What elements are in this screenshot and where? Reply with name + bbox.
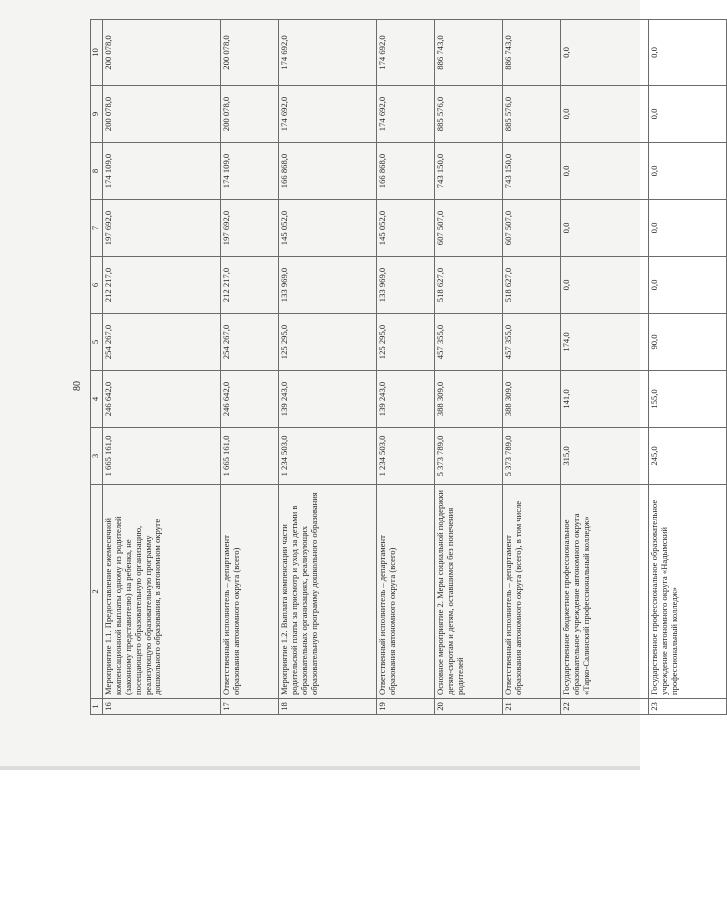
page-number: 80	[72, 381, 83, 391]
column-header: 2	[91, 485, 103, 699]
row-name: Мероприятие 1.1. Предоставление ежемесячной компенсационной выплаты одному из родителей (законному представителю) на ребенка, не посещающего образовательную организацию, реализующую образовательную программу дошкольного образования, в автономном округе	[103, 485, 221, 699]
cell-value: 174 109,0	[103, 143, 221, 200]
cell-value: 90,0	[649, 314, 727, 371]
column-header: 4	[91, 371, 103, 428]
column-header: 5	[91, 314, 103, 371]
table-row	[377, 20, 435, 715]
row-number: 16	[103, 699, 221, 715]
cell-value: 200 078,0	[221, 86, 279, 143]
cell-value: 200 078,0	[103, 20, 221, 86]
rotated-table-area	[90, 20, 679, 715]
scan-edge	[0, 766, 640, 770]
cell-value: 5 373 789,0	[503, 428, 561, 485]
cell-value: 885 576,0	[503, 86, 561, 143]
cell-value: 139 243,0	[279, 371, 377, 428]
table-row	[435, 20, 503, 715]
cell-value: 197 692,0	[221, 200, 279, 257]
cell-value: 174 692,0	[279, 86, 377, 143]
cell-value: 1 234 503,0	[279, 428, 377, 485]
row-number: 20	[435, 699, 503, 715]
cell-value: 518 627,0	[503, 257, 561, 314]
cell-value: 0,0	[649, 143, 727, 200]
cell-value: 0,0	[649, 86, 727, 143]
cell-value: 212 217,0	[103, 257, 221, 314]
cell-value: 743 150,0	[435, 143, 503, 200]
row-number: 19	[377, 699, 435, 715]
cell-value: 125 295,0	[279, 314, 377, 371]
row-name: Мероприятие 1.2. Выплата компенсации части родительской платы за присмотр и уход за детьми в образовательных организациях, реализующих образовательную программу дошкольного образования	[279, 485, 377, 699]
cell-value: 315,0	[561, 428, 649, 485]
cell-value: 0,0	[561, 20, 649, 86]
cell-value: 212 217,0	[221, 257, 279, 314]
row-number: 17	[221, 699, 279, 715]
row-name: Государственное бюджетное профессиональное образовательное учреждение автономного округа «Тарко-Салинский профессиональный колледж»	[561, 485, 649, 699]
cell-value: 155,0	[649, 371, 727, 428]
cell-value: 457 355,0	[435, 314, 503, 371]
column-header: 7	[91, 200, 103, 257]
cell-value: 200 078,0	[103, 86, 221, 143]
cell-value: 166 868,0	[279, 143, 377, 200]
row-number: 21	[503, 699, 561, 715]
cell-value: 174 692,0	[377, 20, 435, 86]
table-row	[561, 20, 649, 715]
cell-value: 0,0	[561, 200, 649, 257]
cell-value: 133 969,0	[377, 257, 435, 314]
row-name: Основное мероприятие 2. Меры социальной поддержки детям-сиротам и детям, оставшимся без попечения родителей	[435, 485, 503, 699]
table-row	[221, 20, 279, 715]
cell-value: 0,0	[561, 257, 649, 314]
cell-value: 174 109,0	[221, 143, 279, 200]
cell-value: 886 743,0	[503, 20, 561, 86]
cell-value: 254 267,0	[103, 314, 221, 371]
cell-value: 197 692,0	[103, 200, 221, 257]
column-header: 6	[91, 257, 103, 314]
cell-value: 1 234 503,0	[377, 428, 435, 485]
cell-value: 245,0	[649, 428, 727, 485]
cell-value: 0,0	[649, 257, 727, 314]
table-row	[279, 20, 377, 715]
column-header: 1	[91, 699, 103, 715]
cell-value: 174 692,0	[279, 20, 377, 86]
cell-value: 246 642,0	[103, 371, 221, 428]
cell-value: 246 642,0	[221, 371, 279, 428]
cell-value: 885 576,0	[435, 86, 503, 143]
cell-value: 5 373 789,0	[435, 428, 503, 485]
row-number: 23	[649, 699, 727, 715]
row-name: Ответственный исполнитель – департамент образования автономного округа (всего)	[377, 485, 435, 699]
cell-value: 145 052,0	[279, 200, 377, 257]
cell-value: 607 507,0	[435, 200, 503, 257]
cell-value: 518 627,0	[435, 257, 503, 314]
cell-value: 0,0	[561, 143, 649, 200]
row-name: Ответственный исполнитель – департамент образования автономного округа (всего), в том числе	[503, 485, 561, 699]
cell-value: 141,0	[561, 371, 649, 428]
cell-value: 607 507,0	[503, 200, 561, 257]
cell-value: 388 309,0	[503, 371, 561, 428]
budget-table	[90, 19, 727, 715]
row-number: 18	[279, 699, 377, 715]
column-header: 10	[91, 20, 103, 86]
cell-value: 1 665 161,0	[221, 428, 279, 485]
cell-value: 125 295,0	[377, 314, 435, 371]
cell-value: 174,0	[561, 314, 649, 371]
cell-value: 200 078,0	[221, 20, 279, 86]
column-header: 9	[91, 86, 103, 143]
cell-value: 0,0	[649, 20, 727, 86]
header-row	[91, 20, 103, 715]
cell-value: 166 868,0	[377, 143, 435, 200]
cell-value: 133 969,0	[279, 257, 377, 314]
row-name: Ответственный исполнитель – департамент образования автономного округа (всего)	[221, 485, 279, 699]
cell-value: 0,0	[561, 86, 649, 143]
row-name: Государственное профессиональное образовательное учреждение автономного округа «Надымский профессиональный колледж»	[649, 485, 727, 699]
row-number: 22	[561, 699, 649, 715]
column-header: 3	[91, 428, 103, 485]
cell-value: 886 743,0	[435, 20, 503, 86]
cell-value: 388 309,0	[435, 371, 503, 428]
cell-value: 743 150,0	[503, 143, 561, 200]
cell-value: 0,0	[649, 200, 727, 257]
table-container	[90, 20, 679, 715]
table-row	[103, 20, 221, 715]
cell-value: 254 267,0	[221, 314, 279, 371]
table-row	[503, 20, 561, 715]
cell-value: 174 692,0	[377, 86, 435, 143]
cell-value: 139 243,0	[377, 371, 435, 428]
cell-value: 145 052,0	[377, 200, 435, 257]
table-row	[649, 20, 727, 715]
cell-value: 1 665 161,0	[103, 428, 221, 485]
column-header: 8	[91, 143, 103, 200]
cell-value: 457 355,0	[503, 314, 561, 371]
